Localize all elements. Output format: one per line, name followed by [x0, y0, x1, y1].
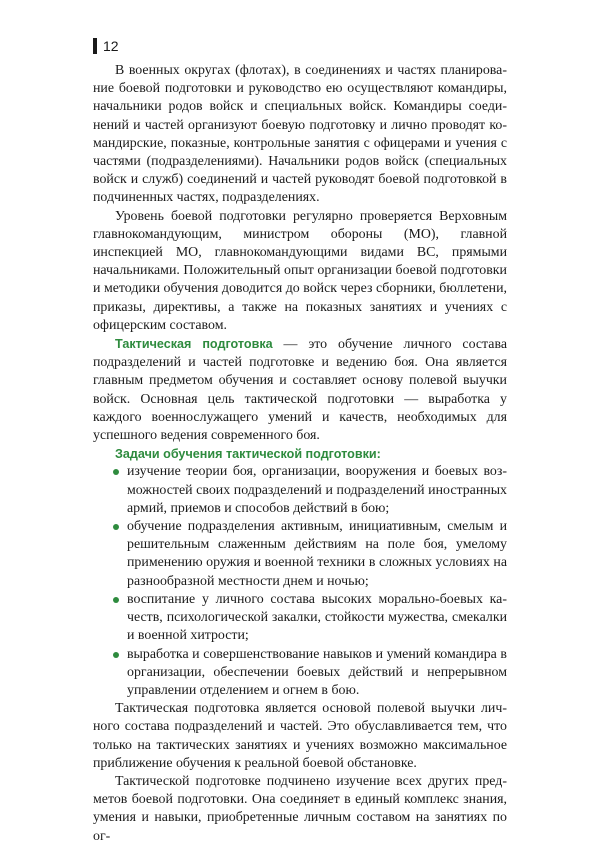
page-number: 12 [103, 38, 119, 54]
bullet-icon [113, 652, 119, 658]
bullet-icon [113, 597, 119, 603]
list-item [93, 463, 507, 518]
list-item [93, 646, 507, 701]
list-item-text: изучение теории боя, организации, вооружения и боевых возможностей своих подразделений и подразделений иностранных армий, приемов и способов действий в бою; [127, 464, 507, 516]
list-item [93, 518, 507, 591]
bullet-icon [113, 469, 119, 475]
page-header [93, 38, 119, 54]
list-item [93, 591, 507, 646]
tasks-heading: Задачи обучения тактической подготовки: [115, 447, 381, 462]
page-marker [93, 38, 97, 54]
paragraph-subordination: Тактической подготовке подчинено изучение всех других предметов боевой подготовки. Она соединяет в единый комплекс знания, умения и навыки, приобретенные личным составом на занятиях по ог- [93, 773, 507, 844]
list-item-text: обучение подразделения активным, инициативным, смелым и решительным слаженным действиям на поле боя, умелому применению оружия и военной техники в сложных условиях на разнообразной местности днем и ночью; [127, 519, 507, 589]
paragraph-tactical-definition [93, 335, 507, 445]
list-item-text: воспитание у личного состава высоких морально-боевых качеств, психологической закалки, стойкости мужества, смекалки и военной хитрости; [127, 591, 507, 644]
page-body [93, 62, 507, 846]
paragraph-planning: В военных округах (флотах), в соединениях и частях планирование боевой подготовки и руководство ею осуществляют командиры, начальники родов войск и специальных войск. Командиры соединений и частей организуют боевую подготовку и лично проводят командирские, показные, контрольные занятия с офицерами и учения с частями (подразделениями). Начальники родов войск (специальных войск и служб) соединений и частей руководят боевой подготовкой в подчиненных частях, подразделениях. [93, 63, 507, 206]
tasks-list [93, 463, 507, 700]
bullet-icon [113, 524, 119, 530]
list-item-text: выработка и совершенствование навыков и умений командира в организации, обеспечении боевых действий и непрерывном управлении отделением и огнем в бою. [127, 646, 507, 698]
paragraph-field-training: Тактическая подготовка является основой полевой выучки личного состава подразделений и частей. Это обуславливается тем, что только на тактических занятиях и учениях возможно максимальное приближение обучения к реальной боевой обстановке. [93, 701, 507, 771]
tactical-definition-text: — это обучение личного состава подразделений и частей подготовке и ведению боя. Она является главным предметом обучения и составляет основу полевой выучки войск. Основная цель тактической подготовки — выработка у каждого военнослужащего умений и качеств, необходимых для успешного ведения современного боя. [93, 337, 507, 444]
term-tactical-training: Тактическая подготовка [115, 337, 273, 352]
paragraph-inspection: Уровень боевой подготовки регулярно проверяется Верховным главнокомандующим, министром обороны (МО), главной инспекцией МО, главнокомандующими видами ВС, прямыми начальниками. Положительный опыт организации боевой подготовки и методики обучения доводится до войск через сборники, бюллетени, приказы, директивы, а также на показных занятиях и учениях с офицерским составом. [93, 208, 507, 333]
